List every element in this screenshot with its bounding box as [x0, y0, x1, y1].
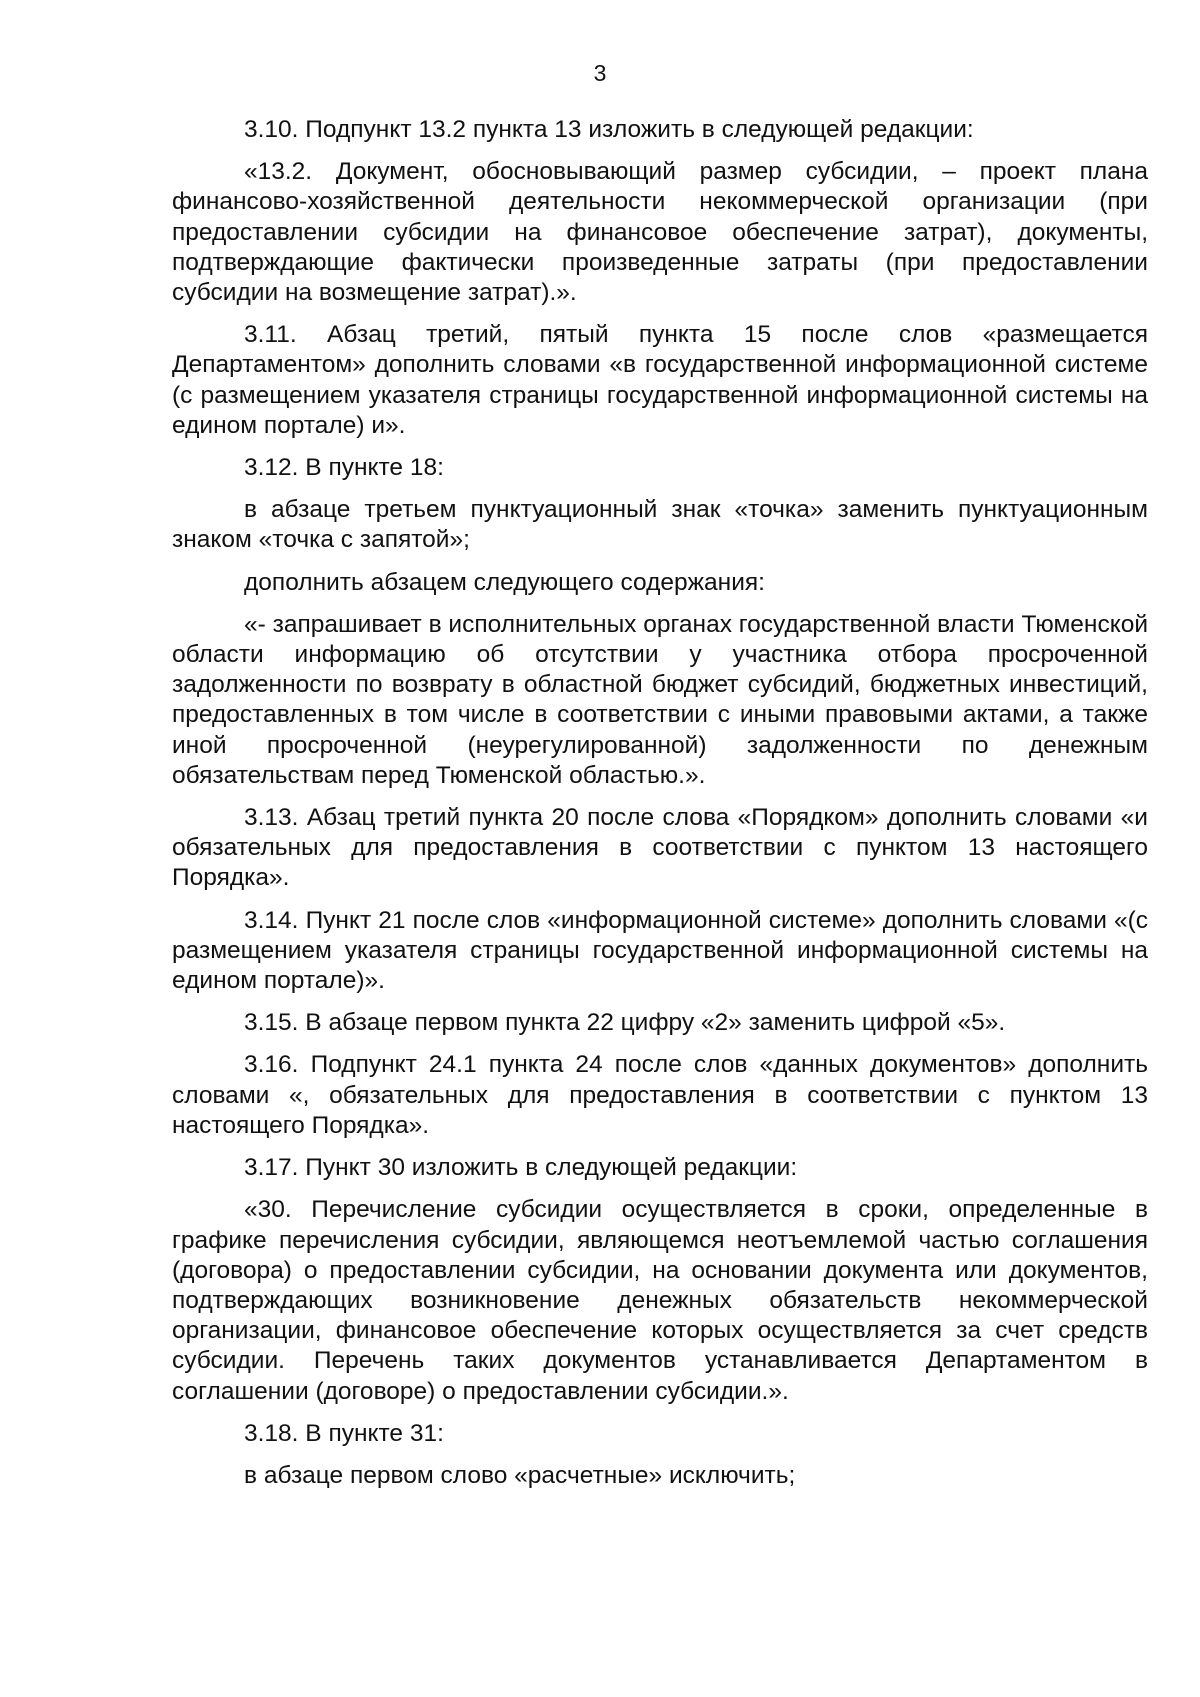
paragraph-3-17: 3.17. Пункт 30 изложить в следующей редакции:	[244, 1154, 798, 1182]
paragraph-3-18-item-1: в абзаце первом слово «расчетные» исключить;	[244, 1461, 796, 1489]
paragraph-3-12-quote: «- запрашивает в исполнительных органах государственной власти Тюменской области информацию об отсутствии у участника отбора просроченной задолженности по возврату в областной бюджет субсидий, бюджетных инвестиций, предоставленных в том числе в соответствии с иными правовыми актами, а также иной просроченной (неурегулированной) задолженности по денежным обязательствам перед Тюменской областью.».	[172, 610, 1148, 789]
paragraph-3-12-item-1: в абзаце третьем пунктуационный знак «точка» заменить пунктуационным знаком «точка с запятой»;	[172, 496, 1148, 554]
paragraph-3-13: 3.13. Абзац третий пункта 20 после слова «Порядком» дополнить словами «и обязательных для предоставления в соответствии с пунктом 13 настоящего Порядка».	[172, 804, 1148, 892]
paragraph-3-14: 3.14. Пункт 21 после слов «информационной системе» дополнить словами «(с размещением указателя страницы государственной информационной системы на едином портале)».	[172, 906, 1148, 995]
document-body	[172, 115, 1148, 1503]
paragraph-13-2-text: «13.2. Документ, обосновывающий размер субсидии, – проект плана финансово-хозяйственной деятельности некоммерческой организации (при предоставлении субсидии на финансовое обеспечение затрат), документы, подтверждающие фактически произведенные затраты (при предоставлении субсидии на возмещение затрат).».	[172, 158, 1148, 307]
paragraph-3-10: 3.10. Подпункт 13.2 пункта 13 изложить в следующей редакции:	[244, 116, 974, 143]
paragraph-3-18: 3.18. В пункте 31:	[244, 1419, 444, 1447]
paragraph-3-16: 3.16. Подпункт 24.1 пункта 24 после слов «данных документов» дополнить словами «, обязательных для предоставления в соответствии с пунктом 13 настоящего Порядка».	[172, 1051, 1148, 1139]
paragraph-3-12: 3.12. В пункте 18:	[244, 454, 444, 482]
paragraph-3-15: 3.15. В абзаце первом пункта 22 цифру «2» заменить цифрой «5».	[244, 1009, 1006, 1037]
paragraph-30-text: «30. Перечисление субсидии осуществляется в сроки, определенные в графике перечисления субсидии, являющемся неотъемлемой частью соглашения (договора) о предоставлении субсидии, на основании документа или документов, подтверждающих возникновение денежных обязательств некоммерческой организации, финансовое обеспечение которых осуществляется за счет средств субсидии. Перечень таких документов устанавливается Департаментом в соглашении (договоре) о предоставлении субсидии.».	[172, 1196, 1148, 1405]
paragraph-3-11: 3.11. Абзац третий, пятый пункта 15 после слов «размещается Департаментом» дополнить словами «в государственной информационной системе (с размещением указателя страницы государственной информационной системы на едином портале) и».	[172, 321, 1148, 439]
page-number: 3	[593, 60, 607, 86]
paragraph-3-12-item-2: дополнить абзацем следующего содержания:	[244, 568, 765, 596]
